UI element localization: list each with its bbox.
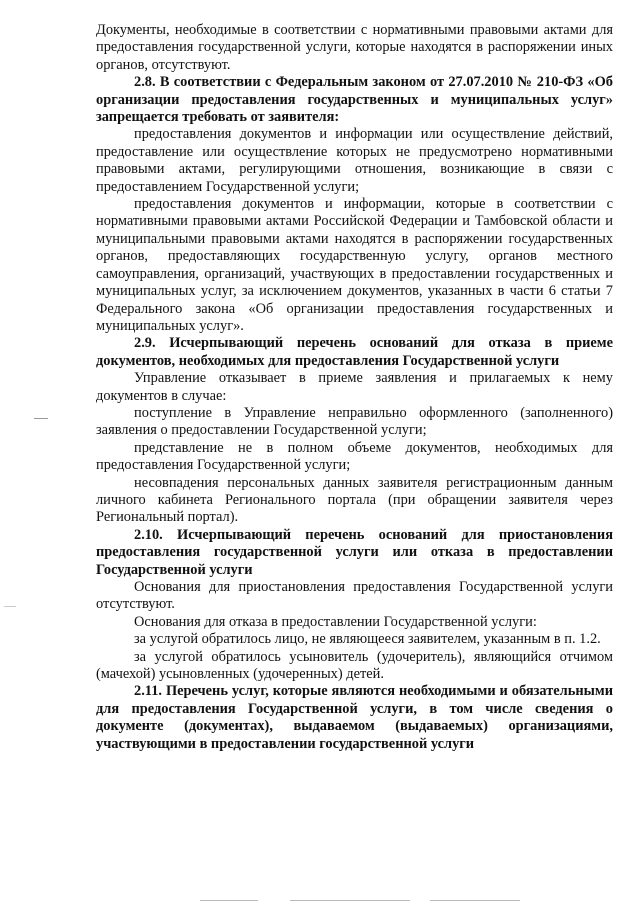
document-page: [96, 22, 613, 753]
section-2-9-heading: 2.9. Исчерпывающий перечень оснований для отказа в приеме документов, необходимых для предоставления Государственной услуги: [96, 335, 613, 369]
section-2-10-heading: 2.10. Исчерпывающий перечень оснований для приостановления предоставления государственной услуги или отказа в предоставлении Государственной услуги: [96, 526, 613, 578]
section-2-8-heading: 2.8. В соответствии с Федеральным законом от 27.07.2010 № 210-ФЗ «Об организации предоставления государственных и муниципальных услуг» запрещается требовать от заявителя:: [96, 74, 613, 126]
list-item-2-9-2: представление не в полном объеме документов, необходимых для предоставления Государственной услуги;: [96, 439, 613, 474]
paragraph-2-9-intro: Управление отказывает в приеме заявления и прилагаемых к нему документов в случае:: [96, 370, 613, 404]
list-item-2-8-1: предоставления документов и информации или осуществление действий, предоставление или осуществление которых не предусмотрено нормативными правовыми актами, регулирующими отношения, возникающие в связи с предоставлением Государственной услуги;: [96, 126, 613, 195]
paragraph-documents-absent: Документы, необходимые в соответствии с нормативными правовыми актами для предоставления государственной услуги, которые находятся в распоряжении иных органов, отсутствуют.: [96, 22, 613, 73]
scan-artifact-mark: [4, 606, 16, 607]
list-item-2-10-2: за услугой обратилось усыновитель (удочеритель), являющийся отчимом (мачехой) усыновленных (удочеренных) детей.: [96, 648, 613, 683]
list-item-2-8-2: предоставления документов и информации, которые в соответствии с нормативными правовыми актами Российской Федерации и Тамбовской области и муниципальными правовыми актами находятся в распоряжении государственных органов, предоставляющих государственную услугу, органов местного самоуправления, организаций, участвующих в предоставлении государственных и муниципальных услуг, за исключением документов, указанных в части 6 статьи 7 Федерального закона «Об организации предоставления государственных и муниципальных услуг».: [96, 196, 613, 334]
scan-artifact-mark: [290, 900, 410, 901]
section-2-11-heading: 2.11. Перечень услуг, которые являются необходимыми и обязательными для предоставления Государственной услуги, в том числе сведения о документе (документах), выдаваемом (выдаваемых) организациями, участвующими в предоставлении государственной услуги: [96, 683, 613, 752]
scan-artifact-mark: [430, 900, 520, 901]
list-item-2-9-3: несовпадения персональных данных заявителя регистрационным данным личного кабинета Регионального портала (при обращении заявителя через Региональный портал).: [96, 474, 613, 526]
paragraph-2-10-suspension: Основания для приостановления предоставления Государственной услуги отсутствуют.: [96, 579, 613, 613]
scan-artifact-mark: [200, 900, 258, 901]
paragraph-2-10-refusal-intro: Основания для отказа в предоставлении Государственной услуги:: [134, 613, 537, 630]
scan-artifact-mark: [34, 418, 48, 419]
list-item-2-10-1: за услугой обратилось лицо, не являющееся заявителем, указанным в п. 1.2.: [134, 631, 601, 648]
list-item-2-9-1: поступление в Управление неправильно оформленного (заполненного) заявления о предоставлении Государственной услуги;: [96, 404, 613, 439]
